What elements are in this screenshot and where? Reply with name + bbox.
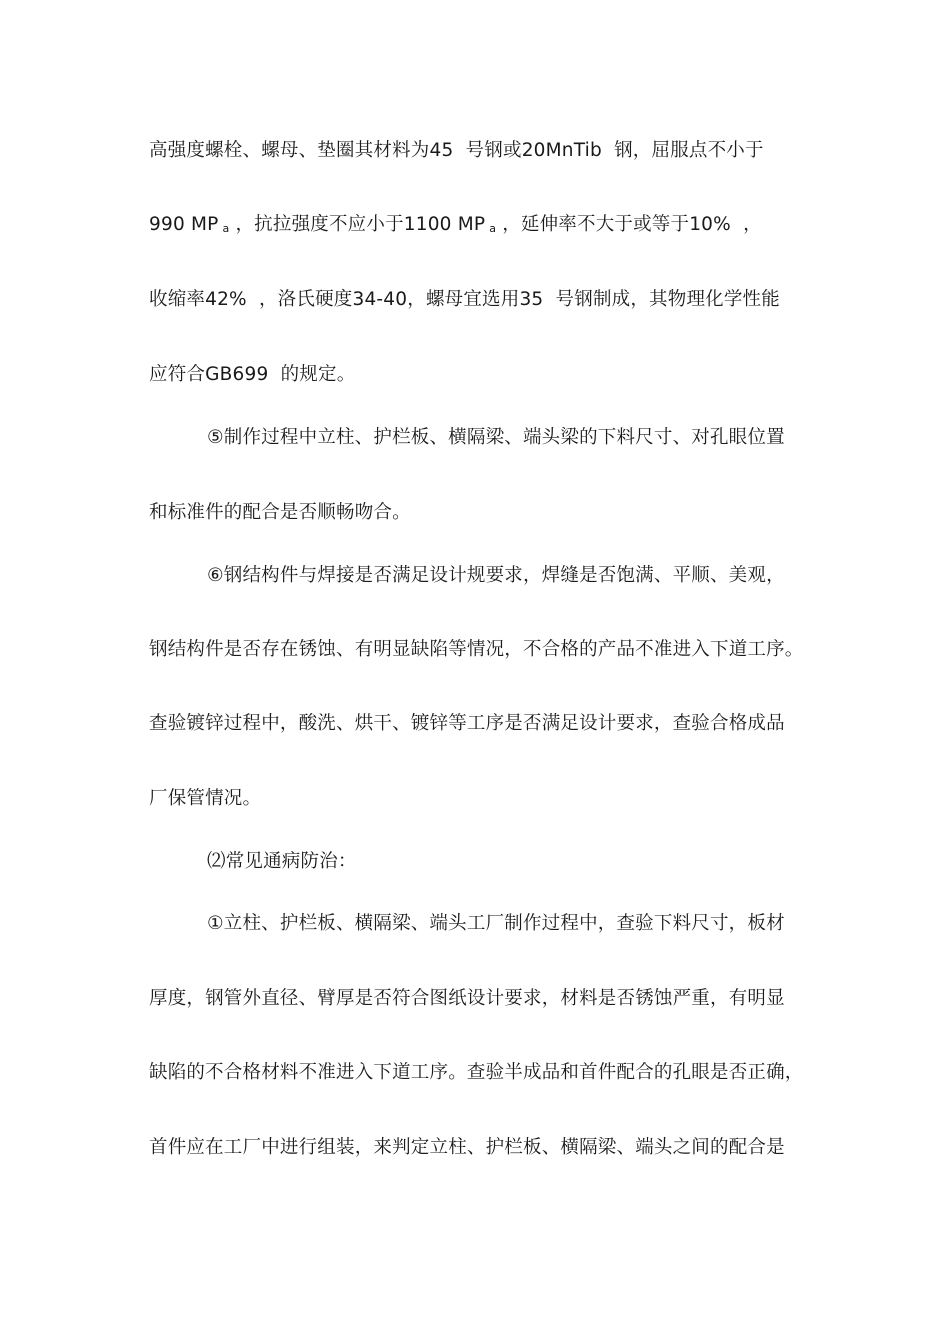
body-text-line: 查验镀锌过程中，酸洗、烘干、镀锌等工序是否满足设计要求，查验合格成品	[149, 713, 785, 734]
section-heading: ⑵常见通病防治：	[207, 851, 357, 872]
body-text-line: 和标准件的配合是否顺畅吻合。	[149, 502, 411, 523]
body-text-line: 收缩率42% ，洛氏硬度34-40，螺母宜选用35 号钢制成，其物理化学性能	[149, 289, 780, 310]
text-segment: ，延伸率不大于或等于10% ，	[502, 214, 762, 235]
body-text-line: 缺陷的不合格材料不准进入下道工序。查验半成品和首件配合的孔眼是否正确，	[149, 1062, 804, 1083]
paragraph-start-line: ⑥钢结构件与焊接是否满足设计规要求，焊缝是否饱满、平顺、美观，	[207, 565, 785, 586]
text-segment: 990 MP	[149, 214, 219, 235]
subscript-unit: a	[489, 222, 497, 235]
body-text-line: 钢结构件是否存在锈蚀、有明显缺陷等情况，不合格的产品不准进入下道工序。	[149, 639, 804, 660]
body-text-line	[149, 213, 819, 241]
paragraph-start-line: ①立柱、护栏板、横隔梁、端头工厂制作过程中，查验下料尺寸，板材	[207, 913, 785, 934]
subscript-unit: a	[222, 222, 230, 235]
body-text-line: 高强度螺栓、螺母、垫圈其材料为45 号钢或20MnTib 钢，屈服点不小于	[149, 140, 764, 161]
body-text-line: 应符合GB699 的规定。	[149, 364, 356, 385]
text-segment: ，抗拉强度不应小于1100 MP	[235, 214, 486, 235]
body-text-line: 首件应在工厂中进行组装，来判定立柱、护栏板、横隔梁、端头之间的配合是	[149, 1137, 785, 1158]
paragraph-start-line: ⑤制作过程中立柱、护栏板、横隔梁、端头梁的下料尺寸、对孔眼位置	[207, 427, 785, 448]
body-text-line: 厚度，钢管外直径、臂厚是否符合图纸设计要求，材料是否锈蚀严重，有明显	[149, 988, 785, 1009]
body-text-line: 厂保管情况。	[149, 788, 262, 809]
